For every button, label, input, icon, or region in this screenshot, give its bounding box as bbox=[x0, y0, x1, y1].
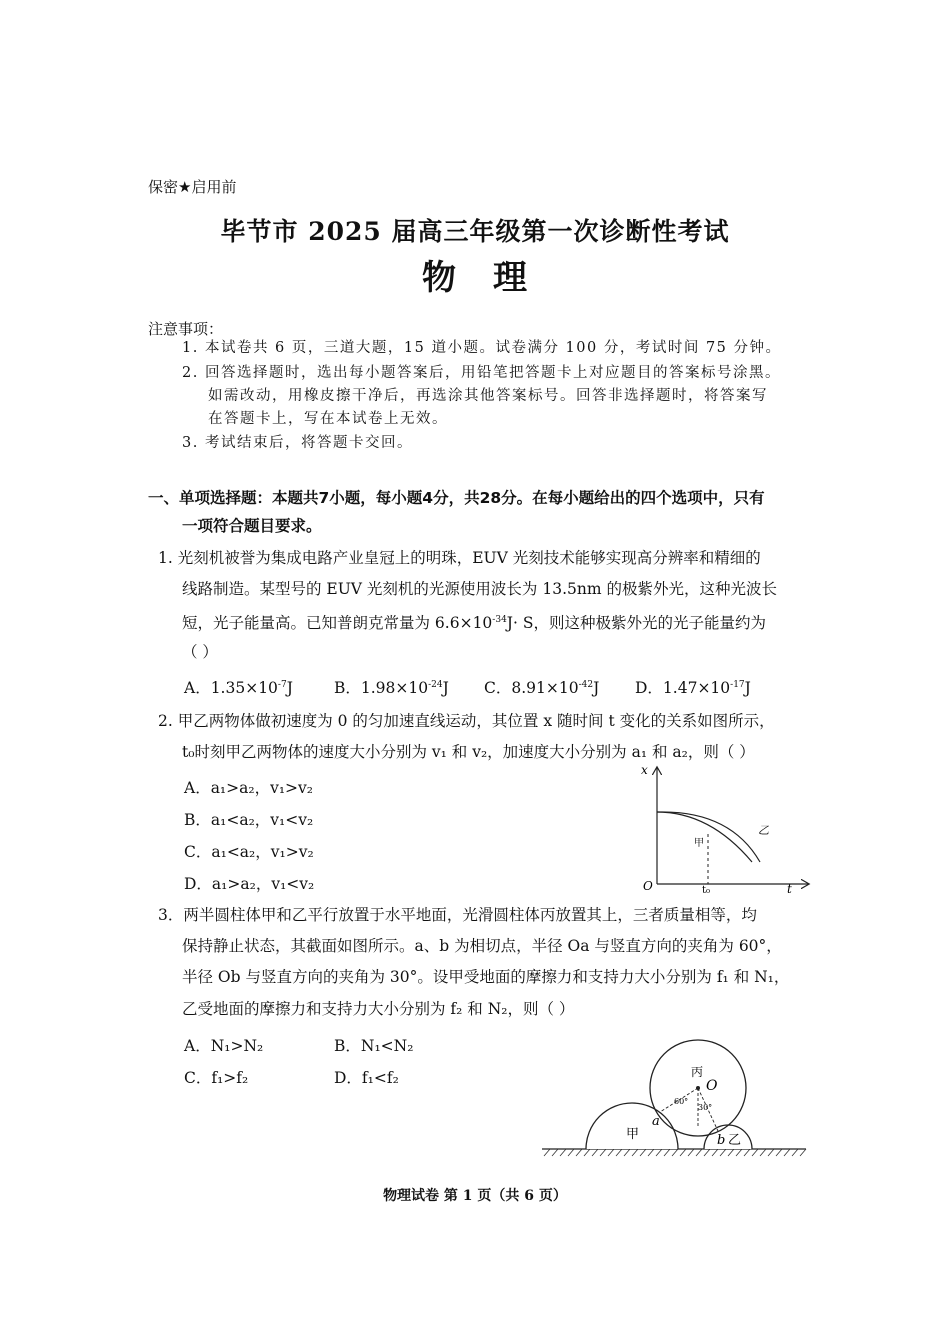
question-1-text: 短，光子能量高。已知普朗克常量为 6.6×10 bbox=[182, 614, 493, 633]
subject-char: 理 bbox=[493, 258, 528, 298]
label-angle-60: 60° bbox=[674, 1097, 689, 1106]
question-3-line: 半径 Ob 与竖直方向的夹角为 30°。设甲受地面的摩擦力和支持力大小分别为 f₁ 和 N₁， bbox=[182, 968, 790, 986]
label-bing: 丙 bbox=[691, 1065, 704, 1079]
x-axis-label: t bbox=[787, 882, 792, 896]
t0-tick-label: t₀ bbox=[702, 885, 711, 896]
q2-option-c: C．a₁<a₂，v₁>v₂ bbox=[184, 843, 314, 861]
cylinders-figure bbox=[540, 1032, 810, 1157]
notice-item: 2. 回答选择题时，选出每小题答案后，用铅笔把答题卡上对应题目的答案标号涂黑。 bbox=[182, 365, 781, 381]
question-2-line: 2. 甲乙两物体做初速度为 0 的匀加速直线运动，其位置 x 随时间 t 变化的关系如图所示， bbox=[158, 712, 775, 730]
curve-yi-label: 乙 bbox=[758, 824, 769, 837]
label-point-b: b bbox=[717, 1133, 726, 1148]
notice-item: 在答题卡上，写在本试卷上无效。 bbox=[208, 411, 448, 427]
origin-label: O bbox=[643, 879, 653, 893]
question-3-line: 乙受地面的摩擦力和支持力大小分别为 f₂ 和 N₂，则（ ） bbox=[182, 1000, 575, 1018]
q1-option-d: D．$1.47\times 10^{-17}J$ bbox=[635, 679, 751, 697]
q2-option-d: D．a₁>a₂，v₁<v₂ bbox=[184, 875, 315, 893]
question-3-line: 3．两半圆柱体甲和乙平行放置于水平地面，光滑圆柱体丙放置其上，三者质量相等，均 bbox=[158, 906, 757, 924]
q1-option-c: C．$8.91\times 10^{-42}J$ bbox=[484, 679, 600, 697]
question-1-line: 线路制造。某型号的 EUV 光刻机的光源使用波长为 13.5nm 的极紫外光，这种光波长 bbox=[182, 580, 777, 598]
question-1-line bbox=[182, 605, 766, 639]
question-2-line: t₀时刻甲乙两物体的速度大小分别为 v₁ 和 v₂，加速度大小分别为 a₁ 和 a₂，则（ ） bbox=[182, 743, 755, 761]
exponent: -34 bbox=[492, 615, 507, 625]
label-center-o: O bbox=[706, 1078, 718, 1094]
q1-option-a: A．$1.35\times 10^{-7}J$ bbox=[184, 679, 293, 697]
label-yi: 乙 bbox=[728, 1133, 742, 1148]
exam-title: 毕节市 2025 届高三年级第一次诊断性考试 bbox=[220, 217, 730, 246]
section-heading bbox=[148, 484, 808, 540]
curve-jia bbox=[657, 812, 752, 862]
curve-jia-label: 甲 bbox=[694, 838, 704, 849]
subject-char: 物 bbox=[422, 258, 457, 298]
section-heading-line: 一项符合题目要求。 bbox=[182, 517, 322, 535]
label-jia: 甲 bbox=[626, 1127, 640, 1142]
position-time-graph bbox=[640, 762, 815, 897]
half-cylinder-jia bbox=[586, 1103, 678, 1149]
question-3-line: 保持静止状态，其截面如图所示。a、b 为相切点，半径 Oa 与竖直方向的夹角为 60°， bbox=[182, 937, 782, 955]
q3-option-d: D．f₁<f₂ bbox=[334, 1069, 399, 1087]
notice-item: 如需改动，用橡皮擦干净后，再选涂其他答案标号。回答非选择题时，将答案写 bbox=[208, 388, 768, 404]
page-footer: 物理试卷 第 1 页（共 6 页） bbox=[383, 1188, 567, 1204]
confidential-label: 保密★启用前 bbox=[148, 178, 237, 196]
label-angle-30: 30° bbox=[698, 1103, 713, 1112]
notice-heading: 注意事项： bbox=[148, 320, 224, 338]
q3-option-c: C．f₁>f₂ bbox=[184, 1069, 249, 1087]
question-1-line: 1. 光刻机被誉为集成电路产业皇冠上的明珠，EUV 光刻技术能够实现高分辨率和精细的 bbox=[158, 549, 761, 567]
question-1-text: J· S，则这种极紫外光的光子能量约为 bbox=[506, 614, 766, 633]
subject-title bbox=[0, 250, 950, 299]
q2-option-b: B．a₁<a₂，v₁<v₂ bbox=[184, 811, 314, 829]
section-heading-line: 一、单项选择题：本题共7小题，每小题4分，共28分。在每小题给出的四个选项中，只有 bbox=[148, 489, 765, 507]
y-axis-label: x bbox=[641, 763, 648, 777]
q3-option-b: B．N₁<N₂ bbox=[334, 1037, 414, 1055]
label-point-a: a bbox=[652, 1114, 660, 1129]
ground-hatching bbox=[544, 1149, 806, 1156]
q1-option-b: B．$1.98\times 10^{-24}J$ bbox=[334, 679, 449, 697]
answer-blank: （ ） bbox=[182, 643, 218, 661]
notice-item: 3. 考试结束后，将答题卡交回。 bbox=[182, 435, 413, 451]
notice-item: 1. 本试卷共 6 页，三道大题，15 道小题。试卷满分 100 分，考试时间 75 分钟。 bbox=[182, 340, 782, 356]
q2-option-a: A．a₁>a₂，v₁>v₂ bbox=[184, 779, 314, 797]
q3-option-a: A．N₁>N₂ bbox=[184, 1037, 264, 1055]
